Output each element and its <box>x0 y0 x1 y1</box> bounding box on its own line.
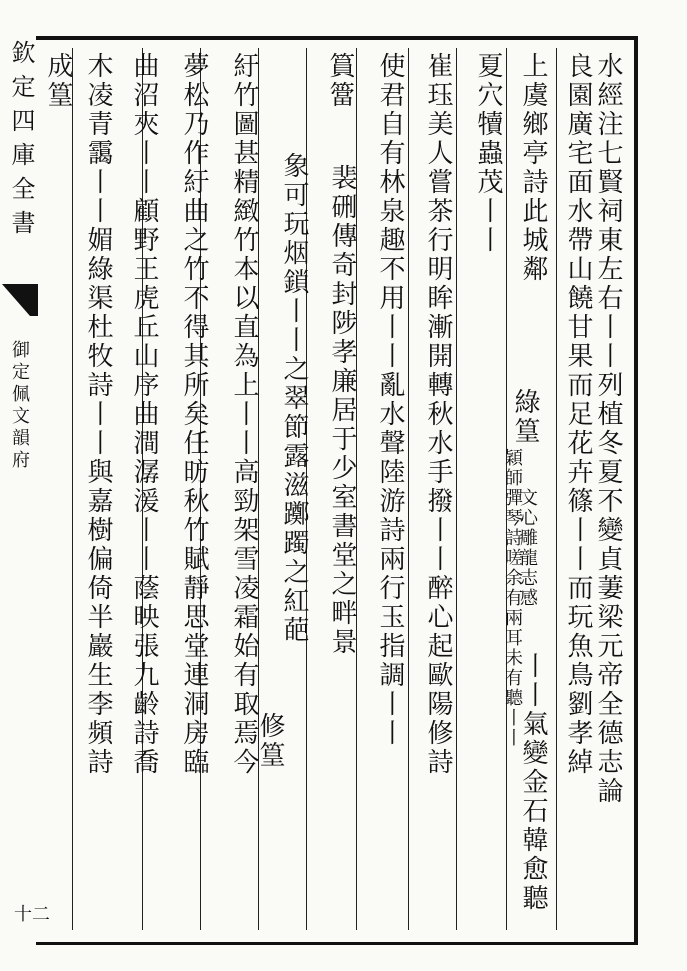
annotation: 丨丨氣變金石韓愈聽 <box>518 652 548 913</box>
column-text: 紆竹圖甚精緻竹本以直為上丨丨高勁架雪凌霜始有取焉今 <box>229 52 259 777</box>
text-column <box>372 52 408 930</box>
column-rule <box>408 48 409 930</box>
volume-title: 御定佩文韻府 <box>9 340 30 472</box>
text-column <box>80 52 116 930</box>
annotation: 穎師彈琴詩嗟余有兩耳未有聽丨丨 <box>502 448 523 748</box>
column-text: 崔珏美人嘗茶行明眸漸開轉秋水手撥丨丨醉心起歐陽修詩 <box>423 52 453 777</box>
column-text: 上虞鄉亭詩此城鄰 <box>518 52 548 284</box>
column-text: 使君自有林泉趣不用丨丨亂水聲陸游詩兩行玉指調丨丨 <box>375 52 405 748</box>
annotation: 文心雕龍志感 <box>517 488 538 608</box>
text-column <box>176 52 212 930</box>
text-column <box>322 52 358 930</box>
headword: 成篁 <box>43 52 73 110</box>
text-column <box>255 52 312 930</box>
text-column <box>420 52 456 930</box>
headword: 篔簹 <box>325 52 355 110</box>
page-number: 十二 <box>14 904 50 925</box>
text-column <box>40 52 76 930</box>
column-text: 夢松乃作紆曲之竹不得其所矣任昉秋竹賦靜思堂連洞房臨 <box>179 52 209 777</box>
annotation: 裴硎傳奇封陟孝廉居于少室書堂之畔景 <box>327 164 357 657</box>
column-text: 夏穴犢蟲茂丨丨 <box>473 52 503 255</box>
text-column <box>470 52 523 930</box>
column-rule <box>456 48 457 930</box>
column-text: 良園廣宅面水帶山饒甘果而足花卉篠丨丨而玩魚鳥劉孝綽 <box>563 52 593 777</box>
text-column <box>560 52 596 930</box>
headword: 修篁 <box>255 712 285 770</box>
annotation: 象可玩烟鎖丨丨之翠節露滋躑躅之紅葩 <box>279 152 309 645</box>
headword: 綠篁 <box>510 388 540 446</box>
column-text: 曲沼夾丨丨顧野王虎丘山序曲澗潺湲丨丨蔭映張九齡詩喬 <box>129 52 159 777</box>
column-rule <box>556 48 557 930</box>
text-column <box>226 52 262 930</box>
margin-strip <box>4 40 34 940</box>
column-text: 木凌青靄丨丨媚綠渠杜牧詩丨丨與嘉樹偏倚半巖生李頻詩 <box>83 52 113 777</box>
book-title: 欽定四庫全書 <box>7 40 35 244</box>
fold-mark <box>0 282 40 318</box>
column-text: 水經注七賢祠東左右丨丨列植冬夏不變貞萋梁元帝全德志論 <box>593 52 623 806</box>
text-column <box>126 52 162 930</box>
